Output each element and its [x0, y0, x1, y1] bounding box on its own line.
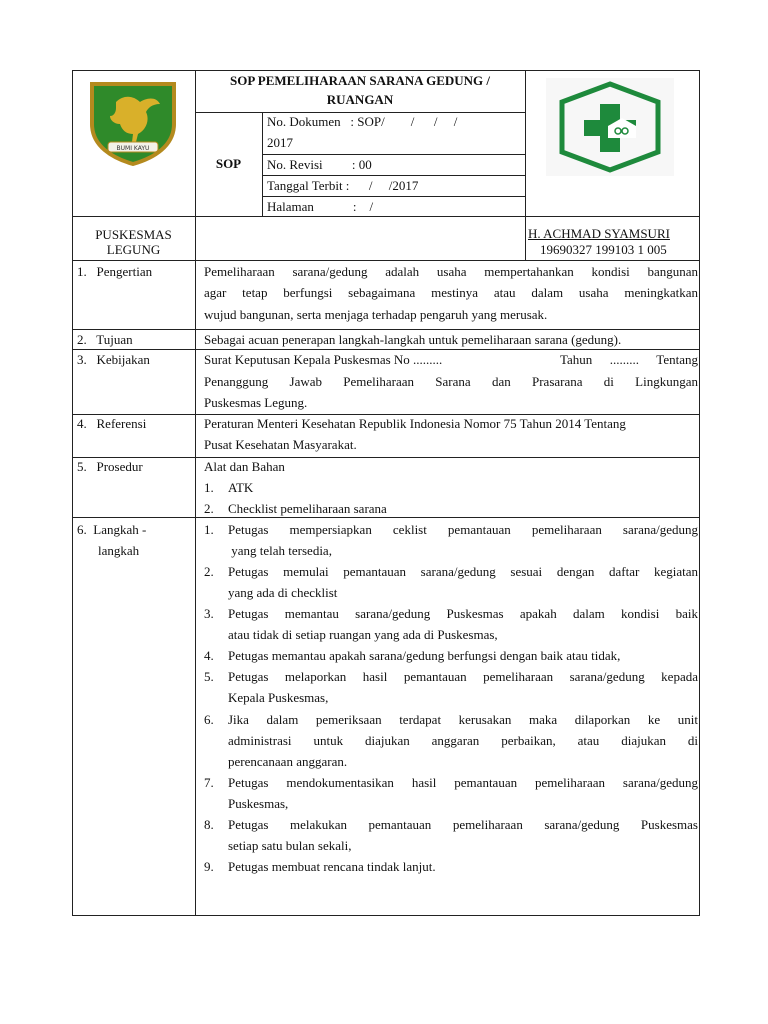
- divider-col1: [195, 70, 196, 916]
- divider-row-5: [72, 517, 699, 518]
- step-line: Petugas membuat rencana tindak lanjut.: [228, 859, 436, 874]
- step-line: setiap satu bulan sekali,: [228, 838, 352, 853]
- regency-logo: [86, 80, 180, 166]
- step-line: yang telah tersedia,: [228, 543, 332, 558]
- divider-org: [72, 260, 699, 261]
- step-number: 6.: [204, 712, 214, 727]
- no-dokumen-line1: No. Dokumen : SOP/ / / /: [267, 114, 458, 129]
- doc-title-line2: RUANGAN: [326, 92, 394, 107]
- step-number: 1.: [204, 522, 214, 537]
- step-line: Petugas mendokumentasikan hasil pemantauan pemeliharaan sarana/gedung: [228, 775, 698, 790]
- divider-meta-3: [262, 196, 525, 197]
- pengertian-line-2: agar tetap berfungsi sebagaimana mestinya atau dalam usaha meningkatkan: [204, 285, 698, 300]
- step-number: 2.: [204, 564, 214, 579]
- step-line: Petugas melakukan pemantauan pemeliharaan sarana/gedung Puskesmas: [228, 817, 698, 832]
- pengertian-line-1: Pemeliharaan sarana/gedung adalah usaha mempertahankan kondisi bangunan: [204, 264, 698, 279]
- label-pengertian: 1. Pengertian: [77, 264, 153, 279]
- kebijakan-line-1b: Tahun ......... Tentang: [560, 352, 698, 367]
- signatory-nip: 19690327 199103 1 005: [540, 242, 667, 257]
- prosedur-item-text: ATK: [228, 480, 254, 495]
- step-line: Petugas memantau apakah sarana/gedung berfungsi dengan baik atau tidak,: [228, 648, 621, 663]
- step-line: Puskesmas,: [228, 796, 289, 811]
- step-number: 5.: [204, 669, 214, 684]
- org-name-line1: PUSKESMAS: [95, 227, 172, 242]
- halaman: Halaman : /: [267, 199, 374, 214]
- prosedur-item-text: Checklist pemeliharaan sarana: [228, 501, 387, 516]
- step-number: 9.: [204, 859, 214, 874]
- puskesmas-logo: [546, 78, 674, 176]
- tanggal-terbit: Tanggal Terbit : / /2017: [267, 178, 419, 193]
- step-number: 8.: [204, 817, 214, 832]
- prosedur-item-num: 1.: [204, 480, 214, 495]
- divider-header-bottom: [72, 216, 699, 217]
- no-revisi: No. Revisi : 00: [267, 157, 372, 172]
- border-bottom: [72, 915, 699, 916]
- divider-row-1: [72, 329, 699, 330]
- referensi-line-1: Peraturan Menteri Kesehatan Republik Indonesia Nomor 75 Tahun 2014 Tentang: [204, 416, 626, 431]
- logo-banner-text: BUMI KAYU: [116, 145, 150, 152]
- step-line: Kepala Puskesmas,: [228, 690, 329, 705]
- prosedur-intro: Alat dan Bahan: [204, 459, 285, 474]
- label-prosedur: 5. Prosedur: [77, 459, 143, 474]
- step-line: atau tidak di setiap ruangan yang ada di Puskesmas,: [228, 627, 498, 642]
- border-left: [72, 70, 73, 916]
- step-number: 7.: [204, 775, 214, 790]
- sop-label: SOP: [215, 156, 242, 171]
- step-line: Petugas mempersiapkan ceklist pemantauan pemeliharaan sarana/gedung: [228, 522, 698, 537]
- pengertian-line-3: wujud bangunan, serta menjaga terhadap pengaruh yang merusak.: [204, 307, 548, 322]
- tujuan-line-1: Sebagai acuan penerapan langkah-langkah untuk pemeliharaan sarana (gedung).: [204, 332, 622, 347]
- border-right: [699, 70, 700, 916]
- no-dokumen-line2: 2017: [267, 135, 293, 150]
- label-kebijakan: 3. Kebijakan: [77, 352, 150, 367]
- step-line: Petugas melaporkan hasil pemantauan pemeliharaan sarana/gedung kepada: [228, 669, 698, 684]
- divider-meta: [262, 112, 263, 216]
- border-top: [72, 70, 699, 71]
- referensi-line-2: Pusat Kesehatan Masyarakat.: [204, 437, 357, 452]
- divider-title: [195, 112, 525, 113]
- kebijakan-line-2: Penanggung Jawab Pemeliharaan Sarana dan Prasarana di Lingkungan: [204, 374, 698, 389]
- divider-row-4: [72, 457, 699, 458]
- signatory-name: H. ACHMAD SYAMSURI: [528, 226, 670, 241]
- doc-title-line1: SOP PEMELIHARAAN SARANA GEDUNG /: [229, 73, 491, 88]
- org-name-line2: LEGUNG: [106, 242, 161, 257]
- divider-meta-1: [262, 154, 525, 155]
- divider-row-2: [72, 349, 699, 350]
- label-langkah-line1: 6. Langkah -: [77, 522, 147, 537]
- step-line: Petugas memulai pemantauan sarana/gedung sesuai dengan daftar kegiatan: [228, 564, 698, 579]
- divider-row-3: [72, 414, 699, 415]
- step-line: yang ada di checklist: [228, 585, 338, 600]
- step-number: 3.: [204, 606, 214, 621]
- label-tujuan: 2. Tujuan: [77, 332, 133, 347]
- label-referensi: 4. Referensi: [77, 416, 147, 431]
- divider-meta-2: [262, 175, 525, 176]
- prosedur-item-num: 2.: [204, 501, 214, 516]
- step-line: perencanaan anggaran.: [228, 754, 348, 769]
- divider-col-logo: [525, 70, 526, 260]
- step-line: administrasi untuk diajukan anggaran perbaikan, atau diajukan di: [228, 733, 698, 748]
- step-number: 4.: [204, 648, 214, 663]
- step-line: Petugas memantau sarana/gedung Puskesmas apakah dalam kondisi baik: [228, 606, 698, 621]
- step-line: Jika dalam pemeriksaan terdapat kerusakan maka dilaporkan ke unit: [228, 712, 698, 727]
- label-langkah-line2: langkah: [98, 543, 140, 558]
- kebijakan-line-1a: Surat Keputusan Kepala Puskesmas No .........: [204, 352, 443, 367]
- kebijakan-line-3: Puskesmas Legung.: [204, 395, 308, 410]
